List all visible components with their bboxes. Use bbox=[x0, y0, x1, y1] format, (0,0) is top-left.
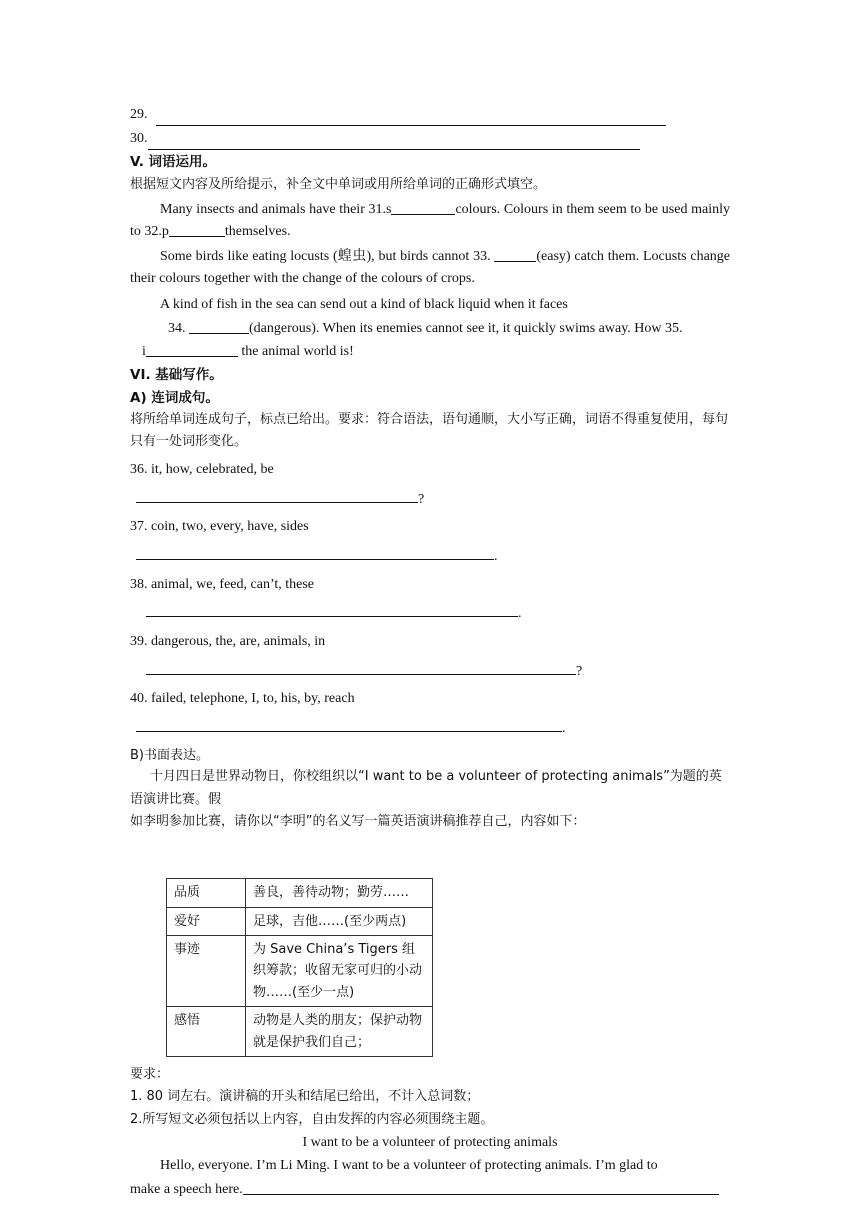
question-prompt: 38. animal, we, feed, can’t, these bbox=[130, 576, 315, 592]
answer-row bbox=[130, 716, 730, 740]
essay-answer-blank[interactable] bbox=[243, 1180, 719, 1195]
table-row bbox=[167, 936, 433, 1007]
essay-title: I want to be a volunteer of protecting animals bbox=[302, 1134, 558, 1150]
passage-text: Many insects and animals have their 31.s bbox=[160, 202, 392, 218]
answer-blank[interactable] bbox=[136, 544, 494, 560]
table-value: 为 Save China’s Tigers 组织筹款；收留无家可归的小动物……(至少一点) bbox=[246, 936, 433, 1007]
question-prompt: 36. it, how, celebrated, be bbox=[130, 461, 274, 477]
requirements-title: 要求： bbox=[130, 1067, 170, 1083]
passage-text: colours. Colours in them seem to be used mainly to 32.p bbox=[130, 202, 730, 239]
passage-text: (easy) catch them. Locusts change their colours together with the change of the colours of crops. bbox=[130, 249, 730, 287]
section-heading: V. 词语运用。 bbox=[130, 154, 217, 170]
passage-paragraph bbox=[130, 199, 730, 242]
answer-number: 30. bbox=[130, 131, 148, 147]
subsection-heading: A) 连词成句。 bbox=[130, 389, 219, 406]
table-value: 足球，吉他……(至少两点) bbox=[246, 907, 433, 935]
answer-row bbox=[130, 544, 730, 568]
question-36 bbox=[130, 459, 730, 510]
question-prompt: 40. failed, telephone, I, to, his, by, reach bbox=[130, 691, 355, 707]
answer-line-30 bbox=[130, 128, 730, 150]
task-description: 十月四日是世界动物日，你校组织以“I want to be a volunteer of protecting animals”为题的英语演讲比赛。假 bbox=[130, 768, 722, 807]
answer-blank[interactable] bbox=[156, 110, 666, 126]
question-40 bbox=[130, 688, 730, 739]
passage-text: (dangerous). When its enemies cannot see it, it quickly swims away. How 35. bbox=[249, 320, 683, 336]
essay-opening-line bbox=[130, 1179, 730, 1201]
passage-text: Some birds like eating locusts (蝗虫), but birds cannot 33. bbox=[160, 249, 495, 265]
blank-32[interactable] bbox=[169, 222, 225, 237]
passage-paragraph bbox=[130, 318, 730, 340]
blank-31[interactable] bbox=[391, 200, 455, 215]
passage-text: i bbox=[142, 344, 146, 360]
question-prompt: 37. coin, two, every, have, sides bbox=[130, 519, 309, 535]
answer-blank[interactable] bbox=[146, 601, 518, 617]
end-punct: . bbox=[494, 548, 498, 564]
table-key: 感悟 bbox=[167, 1007, 246, 1057]
section-instruction: 根据短文内容及所给提示，补全文中单词或用所给单词的正确形式填空。 bbox=[130, 176, 547, 192]
passage-paragraph bbox=[130, 341, 730, 363]
passage-paragraph bbox=[130, 246, 730, 289]
question-prompt: 39. dangerous, the, are, animals, in bbox=[130, 634, 326, 650]
subsection-heading: B)书面表达。 bbox=[130, 747, 209, 763]
table-value: 动物是人类的朋友；保护动物就是保护我们自己； bbox=[246, 1007, 433, 1057]
answer-row bbox=[130, 601, 730, 625]
question-39 bbox=[130, 631, 730, 682]
end-punct: . bbox=[562, 721, 566, 737]
table-row bbox=[167, 1007, 433, 1057]
table-key: 事迹 bbox=[167, 936, 246, 1007]
essay-opening: Hello, everyone. I’m Li Ming. I want to be a volunteer of protecting animals. I’m glad to bbox=[160, 1158, 658, 1174]
passage-paragraph: A kind of fish in the sea can send out a kind of black liquid when it faces bbox=[160, 296, 568, 312]
requirement-item: 1. 80 词左右。演讲稿的开头和结尾已给出，不计入总词数； bbox=[130, 1089, 480, 1105]
blank-33[interactable] bbox=[494, 247, 536, 262]
question-37 bbox=[130, 516, 730, 567]
section-instruction: 将所给单词连成句子，标点已给出。要求：符合语法，语句通顺，大小写正确，词语不得重复使用，每句只有一处词形变化。 bbox=[130, 411, 729, 449]
table-row bbox=[167, 879, 433, 907]
answer-number: 29. bbox=[130, 107, 148, 123]
end-punct: ? bbox=[418, 491, 425, 507]
answer-line-29 bbox=[130, 104, 730, 126]
table-key: 爱好 bbox=[167, 907, 246, 935]
content-table bbox=[166, 878, 433, 1057]
passage-text: 34. bbox=[168, 320, 189, 336]
blank-34[interactable] bbox=[189, 319, 249, 334]
requirement-item: 2.所写短文必须包括以上内容，自由发挥的内容必须围绕主题。 bbox=[130, 1111, 494, 1127]
question-38 bbox=[130, 574, 730, 625]
table-row bbox=[167, 907, 433, 935]
answer-blank[interactable] bbox=[148, 134, 640, 150]
passage-text: the animal world is! bbox=[237, 344, 354, 360]
task-description: 如李明参加比赛，请你以“李明”的名义写一篇英语演讲稿推荐自己，内容如下： bbox=[130, 814, 586, 830]
answer-row bbox=[130, 487, 730, 511]
table-value: 善良，善待动物；勤劳…… bbox=[246, 879, 433, 907]
worksheet-page bbox=[130, 104, 730, 1201]
answer-blank[interactable] bbox=[136, 487, 418, 503]
end-punct: ? bbox=[576, 663, 583, 679]
answer-row bbox=[130, 659, 730, 683]
answer-blank[interactable] bbox=[146, 659, 576, 675]
section-heading: VI. 基础写作。 bbox=[130, 366, 223, 383]
passage-text: themselves. bbox=[224, 223, 291, 239]
essay-text: make a speech here. bbox=[130, 1182, 243, 1198]
table-key: 品质 bbox=[167, 879, 246, 907]
end-punct: . bbox=[518, 606, 522, 622]
blank-35[interactable] bbox=[146, 342, 238, 357]
answer-blank[interactable] bbox=[136, 716, 562, 732]
